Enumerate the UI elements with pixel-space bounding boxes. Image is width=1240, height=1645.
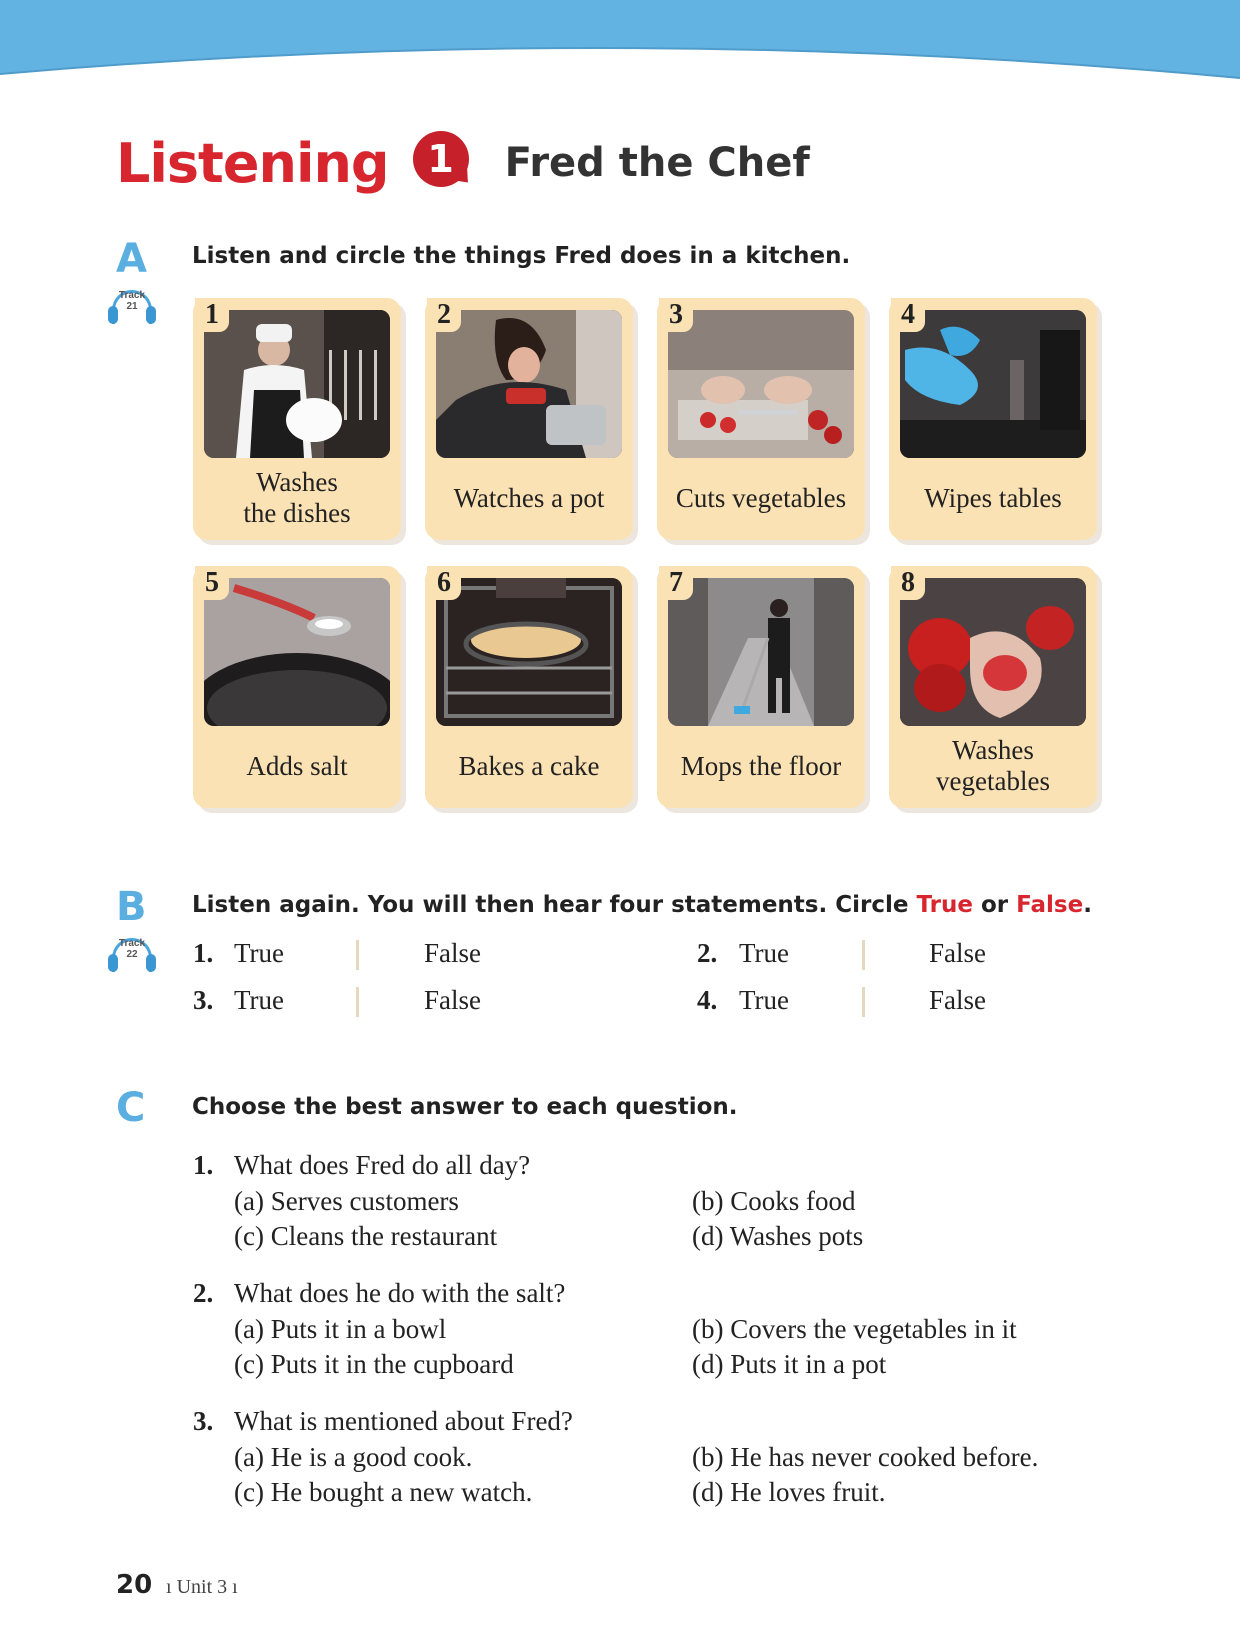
card-caption: Watches a pot: [453, 482, 605, 513]
card-number: 2: [427, 298, 461, 332]
section-a-letter: A: [116, 236, 147, 282]
page-title: [116, 128, 810, 198]
false-option[interactable]: False: [929, 985, 986, 1015]
or-word: or: [972, 892, 1017, 918]
listening-number-badge: [413, 131, 477, 195]
track-label: Track: [118, 938, 146, 949]
cutting-vegetables-photo: [668, 310, 854, 458]
track-21-headphones-icon[interactable]: [106, 282, 158, 328]
answer-option-a[interactable]: (a) Puts it in a bowl: [234, 1314, 447, 1344]
answer-option-c[interactable]: (c) Cleans the restaurant: [234, 1221, 498, 1251]
chef-washing-dishes-photo: [204, 310, 390, 458]
question-number: 2.: [193, 1278, 214, 1308]
card-caption: Bakes a cake: [458, 750, 600, 781]
question-number: 3.: [193, 1406, 214, 1436]
divider: [862, 987, 865, 1017]
card-caption: Washes the dishes: [243, 467, 351, 528]
card-caption: Washes vegetables: [936, 735, 1050, 796]
answer-option-d[interactable]: (d) Washes pots: [692, 1221, 864, 1251]
section-b-letter: B: [116, 884, 147, 930]
activity-card[interactable]: [889, 298, 1097, 540]
cake-in-oven-photo: [436, 578, 622, 726]
spoon-adding-salt-photo: [204, 578, 390, 726]
activity-card[interactable]: [193, 566, 401, 808]
badge-number: 1: [413, 131, 469, 187]
tf-item-number: 2.: [697, 938, 718, 968]
title-subtitle: Fred the Chef: [504, 140, 810, 186]
question-text: What does he do with the salt?: [234, 1278, 566, 1308]
card-number: 1: [195, 298, 229, 332]
question-number: 1.: [193, 1150, 214, 1180]
page-number: 20: [116, 1570, 153, 1600]
true-keyword: True: [916, 892, 973, 918]
answer-option-d[interactable]: (d) Puts it in a pot: [692, 1349, 887, 1379]
card-number: 3: [659, 298, 693, 332]
answer-option-c[interactable]: (c) Puts it in the cupboard: [234, 1349, 514, 1379]
track-label: Track: [118, 290, 146, 301]
section-a-instruction: Listen and circle the things Fred does in a kitchen.: [192, 243, 851, 269]
title-word: Listening: [116, 131, 389, 195]
true-option[interactable]: True: [739, 938, 790, 968]
card-number: 8: [891, 566, 925, 600]
card-number: 4: [891, 298, 925, 332]
true-option[interactable]: True: [234, 938, 285, 968]
tf-item-number: 1.: [193, 938, 214, 968]
false-keyword: False: [1016, 892, 1084, 918]
activity-card[interactable]: [657, 298, 865, 540]
question-text: What is mentioned about Fred?: [234, 1406, 573, 1436]
tf-item-number: 4.: [697, 985, 718, 1015]
false-option[interactable]: False: [929, 938, 986, 968]
track-number: 22: [126, 949, 138, 960]
card-caption: Cuts vegetables: [675, 482, 847, 513]
card-caption: Adds salt: [246, 750, 348, 781]
instruction-text: Listen again. You will then hear four statements. Circle: [192, 892, 917, 918]
divider: [356, 940, 359, 970]
true-option[interactable]: True: [739, 985, 790, 1015]
unit-label: ı Unit 3 ı: [166, 1576, 238, 1598]
false-option[interactable]: False: [424, 985, 481, 1015]
divider: [356, 987, 359, 1017]
answer-option-b[interactable]: (b) Cooks food: [692, 1186, 856, 1216]
top-band-decoration: [0, 0, 1240, 80]
section-c-instruction: Choose the best answer to each question.: [192, 1094, 738, 1120]
answer-option-a[interactable]: (a) He is a good cook.: [234, 1442, 473, 1472]
mopping-kitchen-floor-photo: [668, 578, 854, 726]
false-option[interactable]: False: [424, 938, 481, 968]
track-22-headphones-icon[interactable]: [106, 930, 158, 976]
answer-option-b[interactable]: (b) He has never cooked before.: [692, 1442, 1039, 1472]
card-caption: Wipes tables: [924, 482, 1062, 513]
activity-card[interactable]: [889, 566, 1097, 808]
tf-item-number: 3.: [193, 985, 214, 1015]
answer-option-d[interactable]: (d) He loves fruit.: [692, 1477, 886, 1507]
divider: [862, 940, 865, 970]
question-text: What does Fred do all day?: [234, 1150, 531, 1180]
card-number: 5: [195, 566, 229, 600]
woman-watching-pot-photo: [436, 310, 622, 458]
activity-card[interactable]: [425, 298, 633, 540]
gloved-hands-wiping-photo: [900, 310, 1086, 458]
activity-card[interactable]: [425, 566, 633, 808]
track-number: 21: [126, 301, 138, 312]
activity-card[interactable]: [657, 566, 865, 808]
washing-red-peppers-photo: [900, 578, 1086, 726]
end-punctuation: .: [1083, 892, 1092, 918]
card-number: 7: [659, 566, 693, 600]
activity-card[interactable]: [193, 298, 401, 540]
section-c-letter: C: [116, 1085, 146, 1131]
answer-option-b[interactable]: (b) Covers the vegetables in it: [692, 1314, 1017, 1344]
section-b-instruction: [192, 892, 1092, 918]
card-caption: Mops the floor: [680, 750, 842, 781]
true-option[interactable]: True: [234, 985, 285, 1015]
card-number: 6: [427, 566, 461, 600]
answer-option-c[interactable]: (c) He bought a new watch.: [234, 1477, 533, 1507]
answer-option-a[interactable]: (a) Serves customers: [234, 1186, 459, 1216]
